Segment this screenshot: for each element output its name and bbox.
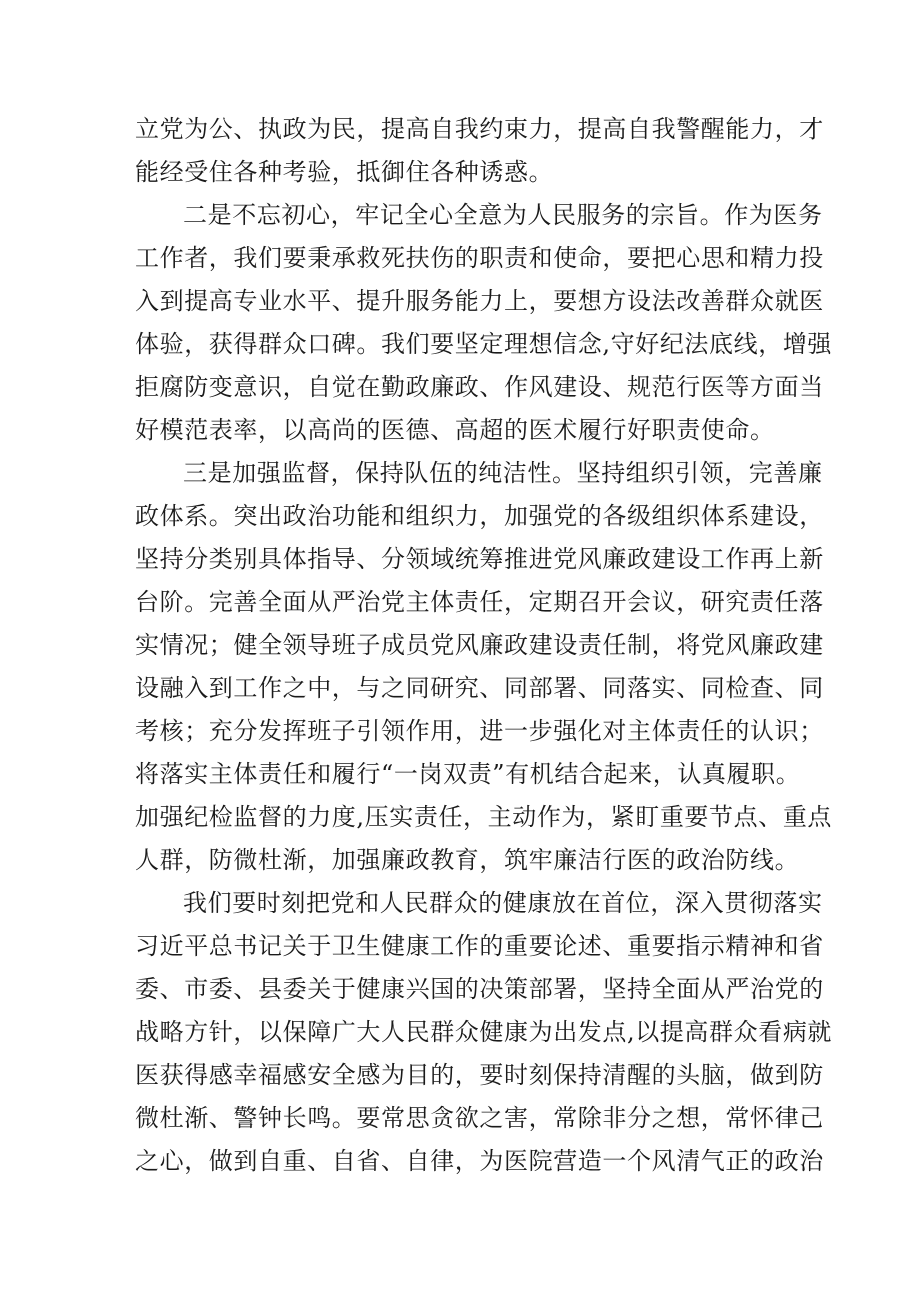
paragraph-line: 人群，防微杜渐，加强廉政教育，筑牢廉洁行医的政治防线。 [135, 846, 800, 874]
paragraph-line: 战略方针，以保障广大人民群众健康为出发点,以提高群众看病就 [135, 1018, 833, 1046]
paragraph-line: 入到提高专业水平、提升服务能力上，要想方设法改善群众就医 [135, 287, 824, 315]
paragraph-line: 拒腐防变意识，自觉在勤政廉政、作风建设、规范行医等方面当 [135, 373, 824, 401]
paragraph-line: 实情况；健全领导班子成员党风廉政建设责任制，将党风廉政建 [135, 631, 824, 659]
paragraph-line: 习近平总书记关于卫生健康工作的重要论述、重要指示精神和省 [135, 932, 824, 960]
paragraph-line: 考核；充分发挥班子引领作用，进一步强化对主体责任的认识； [135, 717, 824, 745]
paragraph-line: 设融入到工作之中，与之同研究、同部署、同落实、同检查、同 [135, 674, 824, 702]
paragraph-line: 政体系。突出政治功能和组织力，加强党的各级组织体系建设， [135, 502, 824, 530]
paragraph-line: 加强纪检监督的力度,压实责任，主动作为，紧盯重要节点、重点 [135, 803, 833, 831]
paragraph-line: 立党为公、执政为民，提高自我约束力，提高自我警醒能力，才 [135, 115, 824, 143]
paragraph-line: 坚持分类别具体指导、分领域统筹推进党风廉政建设工作再上新 [135, 545, 824, 573]
paragraph-line: 我们要时刻把党和人民群众的健康放在首位，深入贯彻落实 [183, 889, 823, 917]
paragraph-line: 微杜渐、警钟长鸣。要常思贪欲之害，常除非分之想，常怀律己 [135, 1104, 824, 1132]
paragraph-line: 将落实主体责任和履行“一岗双责”有机结合起来，认真履职。 [135, 760, 801, 788]
paragraph-line: 委、市委、县委关于健康兴国的决策部署，坚持全面从严治党的 [135, 975, 824, 1003]
paragraph-line: 台阶。完善全面从严治党主体责任，定期召开会议，研究责任落 [135, 588, 824, 616]
paragraph-line: 好模范表率，以高尚的医德、高超的医术履行好职责使命。 [135, 416, 775, 444]
paragraph-line: 医获得感幸福感安全感为目的，要时刻保持清醒的头脑，做到防 [135, 1061, 824, 1089]
paragraph-line: 体验，获得群众口碑。我们要坚定理想信念,守好纪法底线，增强 [135, 330, 833, 358]
paragraph-line: 能经受住各种考验，抵御住各种诱惑。 [135, 158, 554, 186]
paragraph-line: 二是不忘初心，牢记全心全意为人民服务的宗旨。作为医务 [183, 201, 823, 229]
document-body [135, 108, 833, 1183]
paragraph-line: 工作者，我们要秉承救死扶伤的职责和使命，要把心思和精力投 [135, 244, 824, 272]
paragraph-line: 之心，做到自重、自省、自律，为医院营造一个风清气正的政治 [135, 1147, 824, 1175]
paragraph-line: 三是加强监督，保持队伍的纯洁性。坚持组织引领，完善廉 [183, 459, 823, 487]
